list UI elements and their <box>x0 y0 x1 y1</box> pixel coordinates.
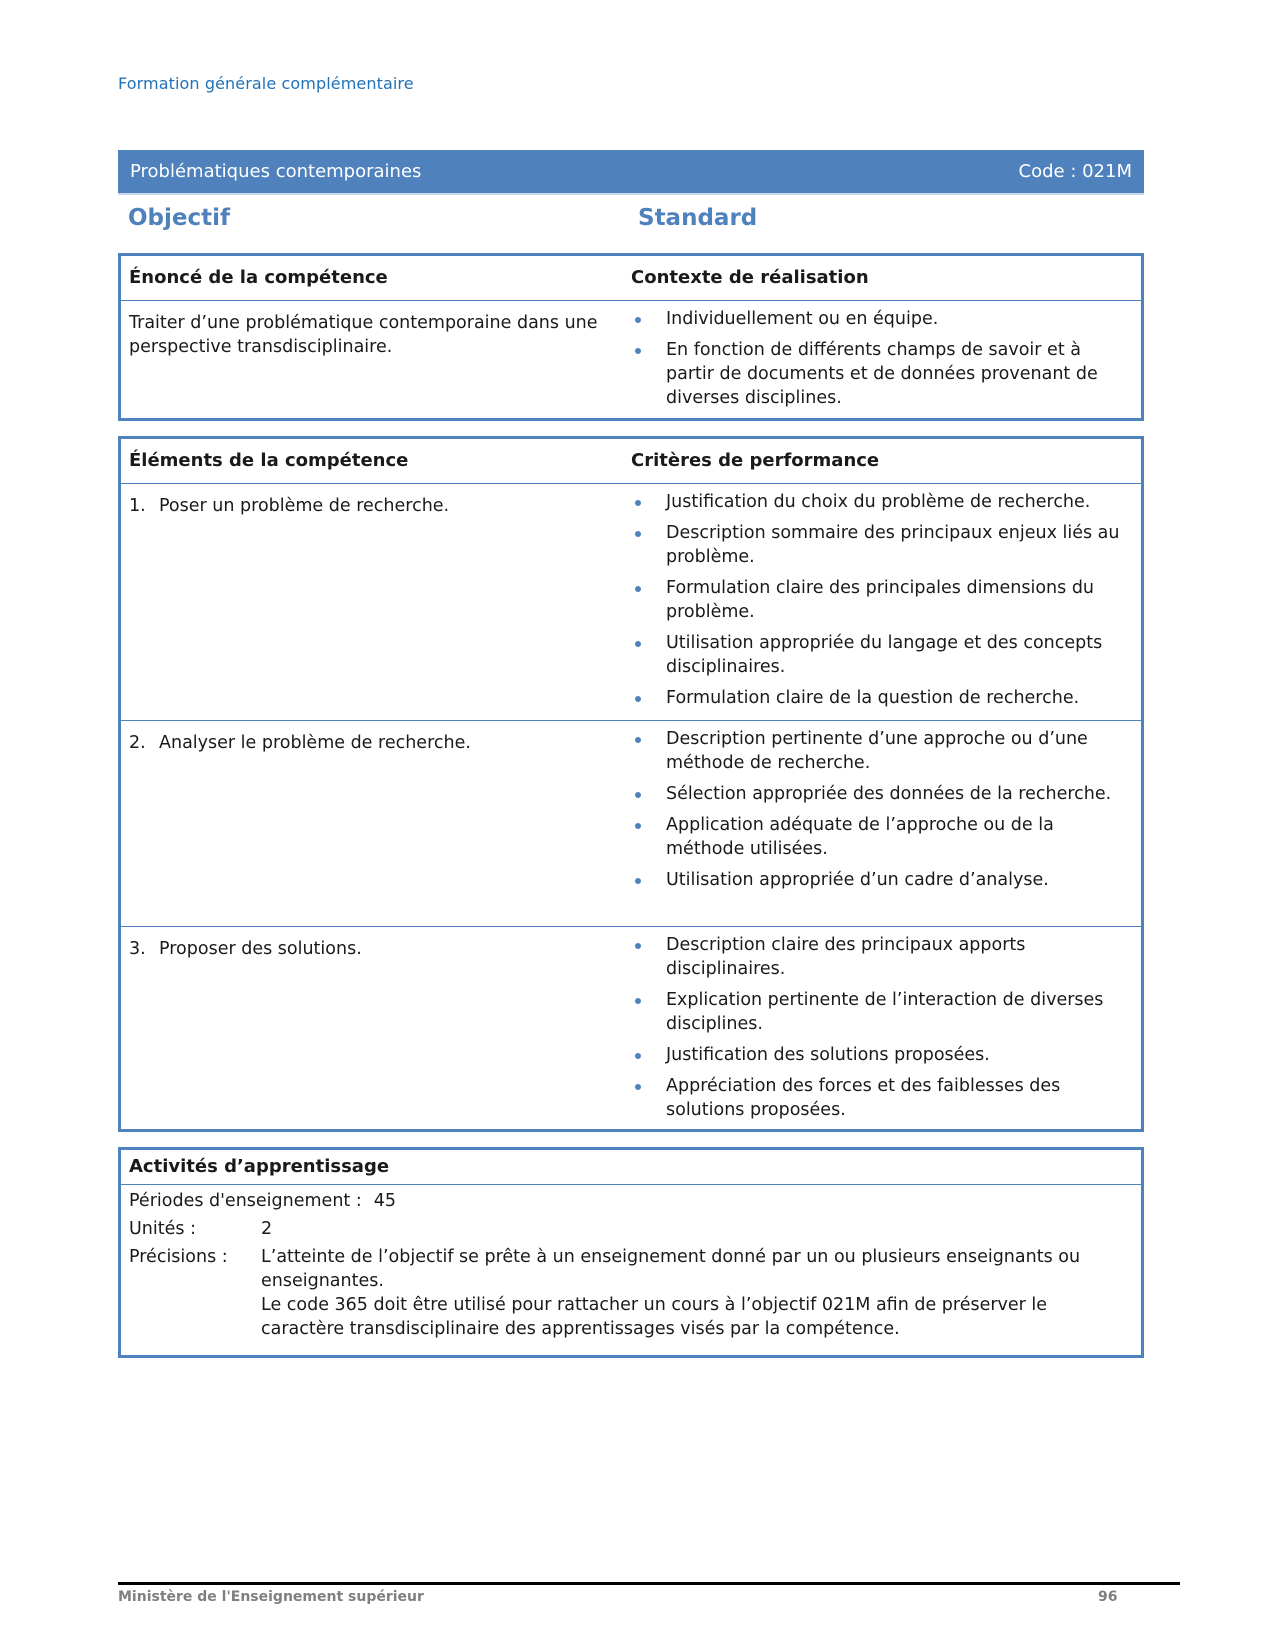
criterion: Justification des solutions proposées. <box>631 1043 1131 1067</box>
course-code: Code : 021M <box>1018 161 1132 182</box>
elements-table-header <box>121 439 1141 483</box>
element-text: Analyser le problème de recherche. <box>159 733 471 753</box>
criterion: Description sommaire des principaux enjeux liés au problème. <box>631 521 1131 569</box>
column-titles <box>118 205 1144 241</box>
activities-table <box>118 1147 1144 1358</box>
periods-label: Périodes d'enseignement : <box>129 1191 362 1211</box>
element-number: 2. <box>129 733 146 753</box>
context-item: En fonction de différents champs de savoir et à partir de documents et de données provenant de diverses disciplines. <box>631 338 1131 410</box>
standard-title: Standard <box>638 205 758 231</box>
criterion: Formulation claire de la question de recherche. <box>631 686 1131 710</box>
periods-value: 45 <box>373 1191 397 1211</box>
element-text: Proposer des solutions. <box>159 939 362 959</box>
criterion: Utilisation appropriée du langage et des concepts disciplinaires. <box>631 631 1131 679</box>
criterion: Sélection appropriée des données de la recherche. <box>631 782 1131 806</box>
periods-line <box>129 1189 1133 1213</box>
competence-table-row <box>121 300 1141 417</box>
precision-text: L’atteinte de l’objectif se prête à un enseignement donné par un ou plusieurs enseignants ou enseignantes. <box>261 1247 1081 1291</box>
course-title: Problématiques contemporaines <box>130 161 422 182</box>
precision-text: Le code 365 doit être utilisé pour rattacher un cours à l’objectif 021M afin de préserver le caractère transdisciplinaire des apprentissages visés par la compétence. <box>261 1295 1048 1339</box>
activities-header-row <box>121 1150 1141 1184</box>
element-number: 1. <box>129 496 146 516</box>
competence-statement: Traiter d’une problématique contemporaine dans une perspective transdisciplinaire. <box>129 313 598 357</box>
element-row <box>121 926 1141 1127</box>
context-list <box>631 307 1131 410</box>
context-item: Individuellement ou en équipe. <box>631 307 1131 331</box>
criterion: Formulation claire des principales dimensions du problème. <box>631 576 1131 624</box>
footer-rule <box>118 1582 1180 1585</box>
element-row <box>121 720 1141 926</box>
units-line <box>129 1217 1133 1241</box>
criteria-list <box>631 727 1131 892</box>
criterion: Explication pertinente de l’interaction de diverses disciplines. <box>631 988 1131 1036</box>
criterion: Description claire des principaux apports disciplinaires. <box>631 933 1131 981</box>
course-banner <box>118 150 1144 193</box>
element-text: Poser un problème de recherche. <box>159 496 450 516</box>
criterion: Application adéquate de l’approche ou de la méthode utilisées. <box>631 813 1131 861</box>
criteria-header: Critères de performance <box>631 450 880 471</box>
criterion: Utilisation appropriée d’un cadre d’analyse. <box>631 868 1131 892</box>
criterion: Justification du choix du problème de recherche. <box>631 490 1131 514</box>
activities-header: Activités d’apprentissage <box>129 1156 390 1177</box>
objectif-title: Objectif <box>128 205 231 231</box>
competence-table <box>118 253 1144 421</box>
precisions-label: Précisions : <box>129 1247 228 1267</box>
statement-header: Énoncé de la compétence <box>129 267 388 288</box>
precisions-line <box>129 1245 1133 1341</box>
units-value: 2 <box>261 1219 273 1239</box>
running-head: Formation générale complémentaire <box>118 74 414 93</box>
context-header: Contexte de réalisation <box>631 267 869 288</box>
footer-ministry: Ministère de l'Enseignement supérieur <box>118 1589 424 1605</box>
units-label: Unités : <box>129 1219 196 1239</box>
activities-body <box>121 1184 1141 1341</box>
criterion: Description pertinente d’une approche ou d’une méthode de recherche. <box>631 727 1131 775</box>
elements-header: Éléments de la compétence <box>129 450 409 471</box>
criteria-list <box>631 933 1131 1122</box>
element-number: 3. <box>129 939 146 959</box>
element-row <box>121 483 1141 720</box>
criteria-list <box>631 490 1131 710</box>
page-number: 96 <box>1098 1589 1118 1605</box>
elements-table <box>118 436 1144 1132</box>
competence-table-header <box>121 256 1141 300</box>
criterion: Appréciation des forces et des faiblesses des solutions proposées. <box>631 1074 1131 1122</box>
